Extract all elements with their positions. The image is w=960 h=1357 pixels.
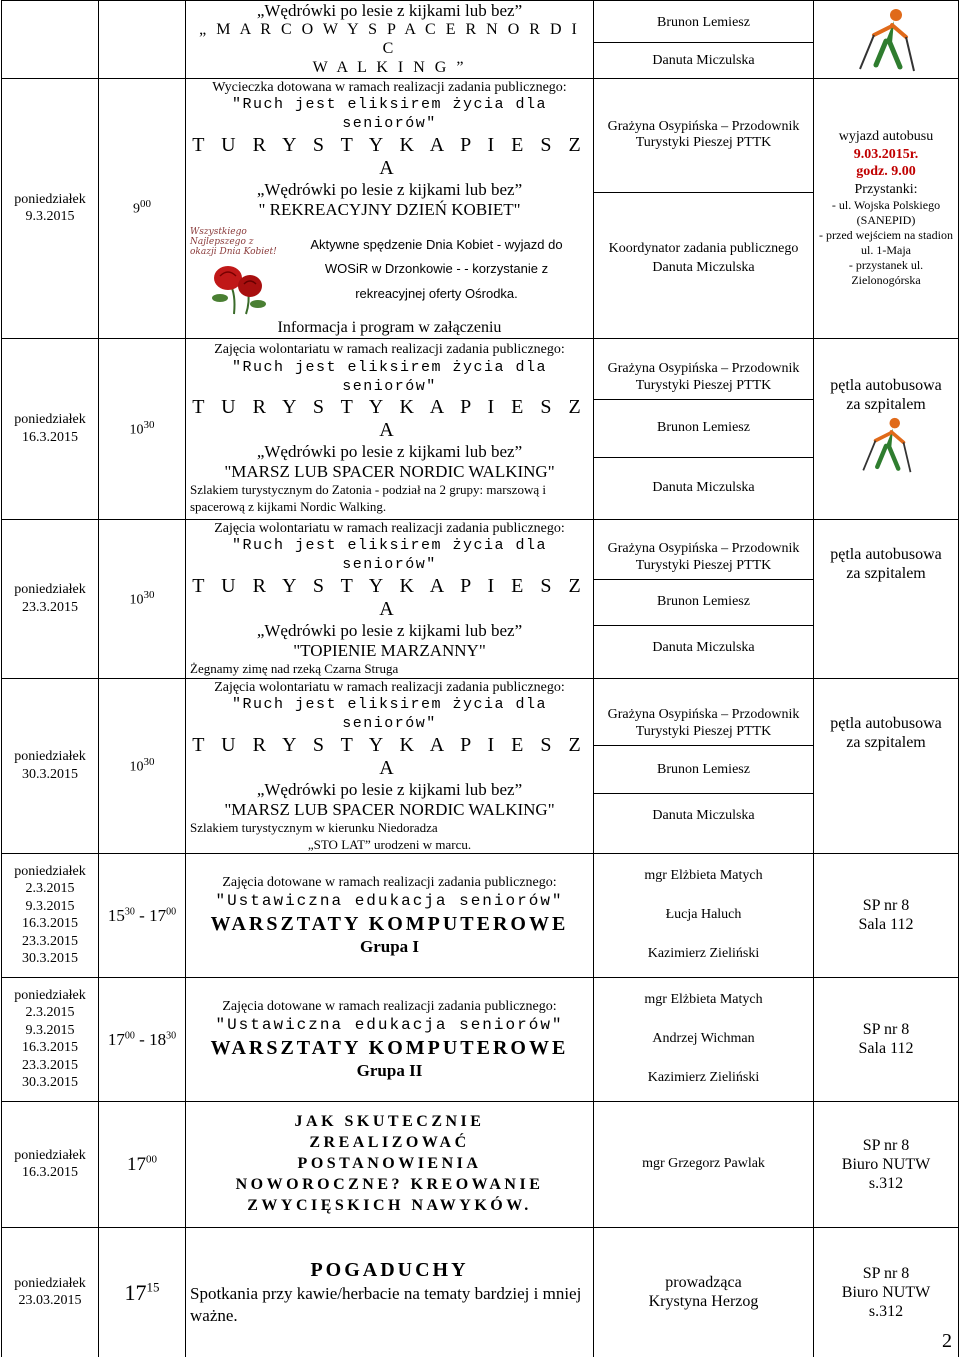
- time-minutes: 30: [143, 755, 155, 768]
- leaders-cell: [594, 977, 814, 1101]
- program-name: T U R Y S T Y K A P I E S Z A: [192, 133, 587, 179]
- program-subtitle: „Wędrówki po lesie z kijkami lub bez”: [256, 179, 523, 199]
- stop-item: - ul. Wojska Polskiego (SANEPID): [831, 198, 941, 228]
- leader-name: Kazimierz Zieliński: [647, 945, 760, 961]
- event-title: POGADUCHY: [310, 1258, 469, 1281]
- leader-name: Brunon Lemiesz: [594, 746, 814, 794]
- day-cell: [2, 977, 99, 1101]
- day-cell: [2, 678, 99, 853]
- event-title: "MARSZ LUB SPACER NORDIC WALKING": [224, 799, 555, 819]
- project-name: "Ruch jest eliksirem życia dla seniorów": [231, 696, 548, 732]
- time-hour: 10: [129, 422, 144, 438]
- weekday: poniedziałek: [14, 1275, 86, 1291]
- program-name: T U R Y S T Y K A P I E S Z A: [192, 396, 587, 442]
- day-cell: [2, 1, 99, 79]
- leaders-cell: [594, 853, 814, 977]
- date: 30.3.2015: [22, 1075, 78, 1091]
- day-cell: [2, 338, 99, 519]
- time-cell: [99, 1, 186, 79]
- event-title: WARSZTATY KOMPUTEROWE: [210, 913, 569, 935]
- leader-name: Andrzej Wichman: [652, 1031, 755, 1047]
- room-number: Sala 112: [858, 916, 914, 934]
- intro-text: Zajęcia wolontariatu w ramach realizacji zadania publicznego:: [214, 679, 565, 695]
- leader-name: Danuta Miczulska: [652, 260, 755, 276]
- description-line: Aktywne spędzenie Dnia Kobiet - wyjazd do: [310, 236, 563, 252]
- lecture-title-line: ZWYCIĘSKICH NAWYKÓW.: [247, 1196, 532, 1214]
- description-text: „STO LAT” urodzeni w marcu.: [307, 836, 472, 852]
- description-cell: [186, 1227, 594, 1357]
- nordic-walker-icon: [851, 414, 921, 476]
- schedule-row: [2, 1, 959, 79]
- time-minutes: 15: [146, 1279, 160, 1295]
- time-cell: [99, 1227, 186, 1357]
- place-cell: [814, 678, 959, 853]
- departure-date: 9.03.2015r.: [853, 146, 919, 162]
- leader-name: mgr Grzegorz Pawlak: [642, 1156, 765, 1172]
- intro-text: Wycieczka dotowana w ramach realizacji zadania publicznego:: [212, 79, 567, 95]
- meeting-point-detail: za szpitalem: [846, 396, 926, 414]
- stop-item: - przed wejściem na stadion ul. 1-Maja: [819, 228, 953, 258]
- description-cell: [186, 338, 594, 519]
- intro-text: Zajęcia dotowane w ramach realizacji zadania publicznego:: [222, 874, 557, 890]
- description-text: Żegnamy zimę nad rzeką Czarna Struga: [190, 660, 399, 676]
- room-number: Sala 112: [858, 1040, 914, 1058]
- leaders-cell: [594, 78, 814, 338]
- leader-name: Danuta Miczulska: [652, 639, 755, 655]
- stop-item: - przystanek ul. Zielonogórska: [848, 258, 924, 288]
- time-minutes: 00: [140, 198, 151, 211]
- leader-name: Kazimierz Zieliński: [647, 1069, 760, 1085]
- group-label: Grupa I: [359, 937, 420, 956]
- description-cell: [186, 78, 594, 338]
- description-cell: [186, 678, 594, 853]
- program-name: T U R Y S T Y K A P I E S Z A: [192, 574, 587, 620]
- time-hour: 9: [133, 201, 140, 217]
- meeting-point: pętla autobusowa: [830, 545, 942, 563]
- description-line: rekreacyjnej oferty Ośrodka.: [355, 286, 518, 302]
- description-cell: [186, 1101, 594, 1227]
- leader-name: Danuta Miczulska: [652, 479, 755, 495]
- date: 2.3.2015: [25, 881, 75, 897]
- date: 30.3.2015: [22, 951, 78, 967]
- leader-name: mgr Elżbieta Matych: [644, 868, 763, 884]
- roses-icon: [190, 224, 278, 316]
- time-hour: 17: [127, 1153, 146, 1175]
- project-name: "Ruch jest eliksirem życia dla seniorów": [231, 96, 548, 132]
- description-text: Spotkania przy kawie/herbacie na tematy bardziej i mniej ważne.: [190, 1283, 582, 1325]
- meeting-point-detail: za szpitalem: [846, 564, 926, 582]
- date: 9.3.2015: [25, 209, 75, 225]
- time-cell: [99, 678, 186, 853]
- time-hour: 10: [129, 592, 144, 608]
- time-cell: $17^{00} - 18^{30}$: [99, 977, 186, 1101]
- location-name: SP nr 8: [862, 1136, 910, 1154]
- lecture-title-line: ZREALIZOWAĆ: [309, 1134, 470, 1152]
- event-title: " REKREACYJNY DZIEŃ KOBIET": [258, 199, 521, 219]
- time-cell: [99, 338, 186, 519]
- weekday: poniedziałek: [14, 1147, 86, 1163]
- time-hour: 10: [129, 759, 144, 775]
- time-hour: 17: [124, 1279, 147, 1305]
- description-text: Szlakiem turystycznym w kierunku Niedoradza: [190, 819, 438, 835]
- program-subtitle: „Wędrówki po lesie z kijkami lub bez”: [256, 779, 523, 799]
- place-cell: [814, 519, 959, 678]
- time-cell: [99, 1101, 186, 1227]
- day-cell: [2, 1101, 99, 1227]
- leaders-cell: [594, 1101, 814, 1227]
- schedule-row: [2, 1227, 959, 1357]
- time-minutes: 30: [143, 588, 155, 601]
- attachment-note: Informacja i program w załączeniu: [277, 318, 502, 336]
- weekday: poniedziałek: [14, 582, 86, 598]
- stops-label: Przystanki:: [854, 181, 918, 197]
- leader-name: Krystyna Herzog: [648, 1293, 759, 1311]
- schedule-row: [2, 519, 959, 678]
- card-lettering: Wszystkiego Najlepszego z okazji Dnia Kobiet!: [190, 226, 277, 257]
- leader-name: Danuta Miczulska: [652, 807, 755, 823]
- lecture-title-line: JAK SKUTECZNIE: [294, 1113, 485, 1131]
- description-line: WOSiR w Drzonkowie - - korzystanie z: [324, 261, 549, 277]
- location-name: SP nr 8: [862, 1021, 910, 1039]
- place-cell: [814, 853, 959, 977]
- intro-text: Zajęcia wolontariatu w ramach realizacji zadania publicznego:: [214, 520, 565, 536]
- leader-name: Grażyna Osypińska – Przodownik Turystyki Pieszej PTTK: [594, 355, 814, 400]
- location-name: SP nr 8: [862, 1264, 910, 1282]
- leaders-cell: [594, 519, 814, 678]
- meeting-point: pętla autobusowa: [830, 376, 942, 394]
- time-cell: [99, 78, 186, 338]
- weekday: poniedziałek: [14, 863, 86, 879]
- place-cell: [814, 1101, 959, 1227]
- leader-name: Łucja Haluch: [665, 907, 742, 923]
- date: 16.3.2015: [22, 1040, 78, 1056]
- office-name: Biuro NUTW: [841, 1283, 931, 1301]
- lecture-title-line: NOWOROCZNE? KREOWANIE: [235, 1175, 544, 1193]
- day-cell: [2, 853, 99, 977]
- leaders-cell: [594, 338, 814, 519]
- schedule-row: [2, 78, 959, 338]
- event-title: "TOPIENIE MARZANNY": [293, 640, 486, 660]
- time-minutes: 00: [146, 1153, 157, 1166]
- meeting-point: pętla autobusowa: [830, 714, 942, 732]
- time-minutes: 30: [143, 418, 155, 431]
- coordinator-label: Koordynator zadania publicznego: [608, 241, 799, 257]
- leader-name: Brunon Lemiesz: [594, 3, 814, 43]
- date: 23.3.2015: [22, 933, 78, 949]
- weekday: poniedziałek: [14, 412, 86, 428]
- program-subtitle: „Wędrówki po lesie z kijkami lub bez”: [256, 620, 523, 640]
- event-title: "MARSZ LUB SPACER NORDIC WALKING": [224, 462, 555, 482]
- leader-name: Brunon Lemiesz: [594, 580, 814, 626]
- description-cell: [186, 519, 594, 678]
- date: 16.3.2015: [22, 916, 78, 932]
- date: 9.3.2015: [25, 1022, 75, 1038]
- schedule-row: [2, 678, 959, 853]
- place-cell: [814, 1227, 959, 1357]
- leaders-cell: [594, 1, 814, 79]
- meeting-point-detail: za szpitalem: [846, 733, 926, 751]
- schedule-row: [2, 853, 959, 977]
- event-title-cont: W A L K I N G ”: [312, 58, 467, 76]
- leaders-cell: [594, 678, 814, 853]
- weekday: poniedziałek: [14, 987, 86, 1003]
- lecture-title-line: POSTANOWIENIA: [297, 1155, 482, 1173]
- date: 23.3.2015: [22, 599, 78, 615]
- leader-name: Grażyna Osypińska – Przodownik Turystyki Pieszej PTTK: [594, 701, 814, 746]
- weekday: poniedziałek: [14, 749, 86, 765]
- departure-label: wyjazd autobusu: [838, 129, 934, 145]
- group-label: Grupa II: [356, 1061, 423, 1080]
- project-name: "Ruch jest eliksirem życia dla seniorów": [231, 537, 548, 574]
- place-cell: [814, 338, 959, 519]
- office-name: Biuro NUTW: [841, 1155, 931, 1173]
- project-name: "Ruch jest eliksirem życia dla seniorów": [231, 358, 548, 395]
- day-cell: [2, 78, 99, 338]
- host-label: prowadząca: [665, 1274, 742, 1292]
- place-cell: [814, 78, 959, 338]
- intro-text: Zajęcia dotowane w ramach realizacji zadania publicznego:: [222, 998, 557, 1014]
- date: 16.3.2015: [22, 1165, 78, 1181]
- event-title: „ M A R C O W Y S P A C E R N O R D I C: [199, 21, 580, 57]
- page-number: 2: [942, 1330, 952, 1352]
- location-name: SP nr 8: [862, 897, 910, 915]
- place-cell: [814, 977, 959, 1101]
- schedule-table: [1, 0, 959, 1357]
- room-number: s.312: [868, 1303, 904, 1321]
- time-cell: [99, 519, 186, 678]
- project-name: "Ustawiczna edukacja seniorów": [215, 1016, 564, 1035]
- description-cell: [186, 853, 594, 977]
- date: 2.3.2015: [25, 1005, 75, 1021]
- date: 16.3.2015: [22, 429, 78, 445]
- departure-time: godz. 9.00: [856, 164, 916, 180]
- nordic-walker-icon: [846, 7, 926, 73]
- date: 23.03.2015: [18, 1293, 82, 1309]
- date: 23.3.2015: [22, 1057, 78, 1073]
- leader-name: Danuta Miczulska: [652, 52, 755, 68]
- project-name: "Ustawiczna edukacja seniorów": [215, 892, 564, 911]
- leader-name: Grażyna Osypińska – Przodownik Turystyki Pieszej PTTK: [594, 79, 814, 194]
- intro-text: Zajęcia wolontariatu w ramach realizacji zadania publicznego:: [214, 342, 565, 358]
- event-subtitle: „Wędrówki po lesie z kijkami lub bez”: [256, 1, 523, 20]
- program-subtitle: „Wędrówki po lesie z kijkami lub bez”: [256, 442, 523, 462]
- weekday: poniedziałek: [14, 191, 86, 207]
- room-number: s.312: [868, 1175, 904, 1193]
- schedule-row: [2, 338, 959, 519]
- day-cell: [2, 519, 99, 678]
- leaders-cell: [594, 1227, 814, 1357]
- event-title: WARSZTATY KOMPUTEROWE: [210, 1037, 569, 1059]
- description-text: Szlakiem turystycznym do Zatonia - podział na 2 grupy: marszową i spacerową z kijkami Nordic Walking.: [190, 482, 546, 515]
- leader-name: Brunon Lemiesz: [594, 400, 814, 458]
- day-cell: [2, 1227, 99, 1357]
- description-cell: [186, 977, 594, 1101]
- time-cell: $15^{30} - 17^{00}$: [99, 853, 186, 977]
- schedule-row: [2, 1101, 959, 1227]
- leader-name: mgr Elżbieta Matych: [644, 992, 763, 1008]
- place-cell: [814, 1, 959, 79]
- leader-name: Grażyna Osypińska – Przodownik Turystyki Pieszej PTTK: [594, 535, 814, 580]
- program-name: T U R Y S T Y K A P I E S Z A: [192, 733, 587, 779]
- date: 30.3.2015: [22, 766, 78, 782]
- description-cell: [186, 1, 594, 79]
- womens-day-card-image: [190, 224, 278, 316]
- schedule-row: [2, 977, 959, 1101]
- date: 9.3.2015: [25, 898, 75, 914]
